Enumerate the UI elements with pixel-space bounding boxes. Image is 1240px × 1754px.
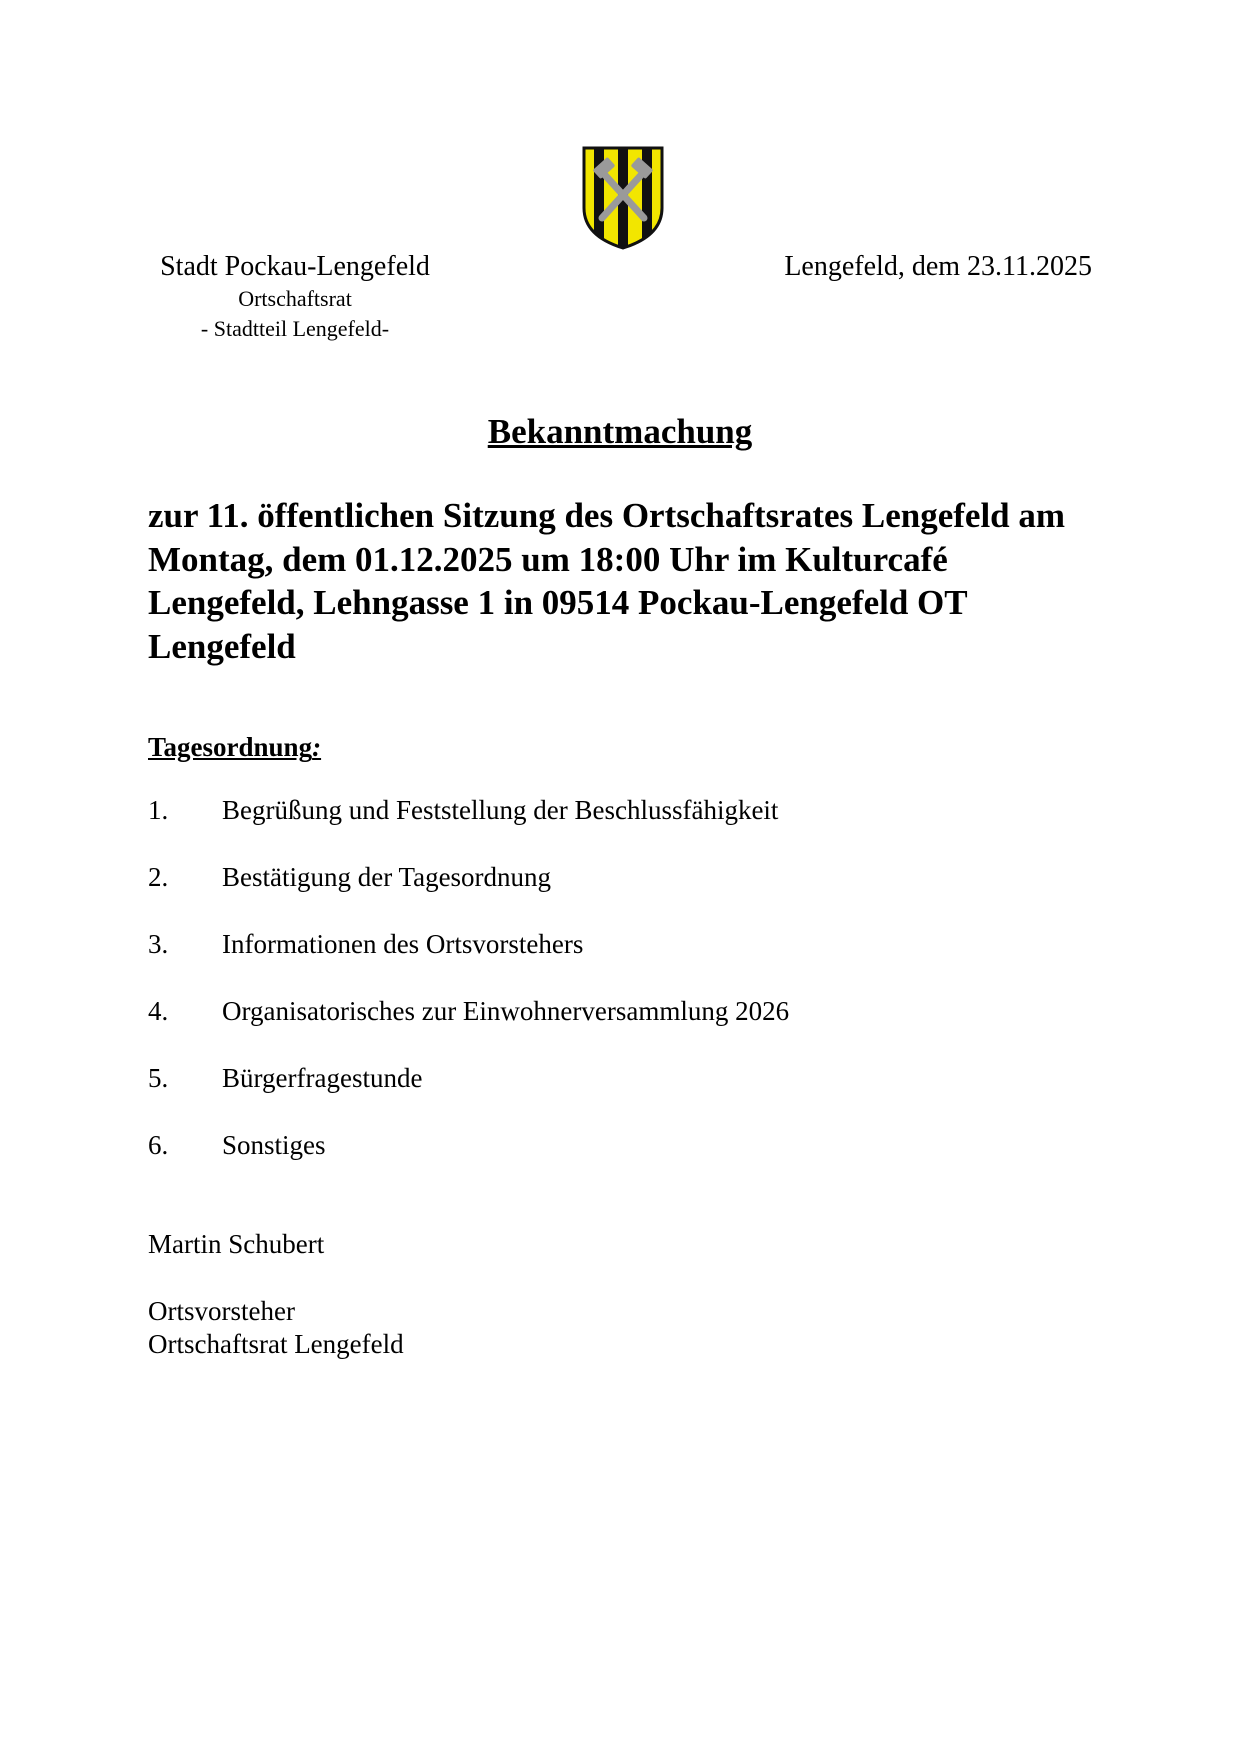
date-line: Lengefeld, dem 23.11.2025 — [784, 251, 1092, 282]
list-item-number: 1. — [148, 795, 169, 825]
org-district: - Stadtteil Lengefeld- — [200, 316, 390, 341]
list-item-text: Bürgerfragestunde — [222, 1063, 423, 1093]
list-item-text: Begrüßung und Feststellung der Beschlussfähigkeit — [222, 795, 779, 825]
page-title: Bekanntmachung — [487, 412, 753, 451]
list-item-number: 3. — [148, 929, 169, 959]
meeting-details: zur 11. öffentlichen Sitzung des Ortschaftsrates Lengefeld am Montag, dem 01.12.2025 um 18:00 Uhr im Kulturcafé Lengefeld, Lehngasse 1 in 09514 Pockau-Lengefeld OT Lengefeld — [148, 496, 1066, 666]
list-item — [148, 1061, 789, 1128]
list-item-number: 4. — [148, 996, 169, 1026]
agenda-heading-label: Tagesordnung — [148, 732, 313, 762]
list-item — [148, 793, 789, 860]
list-item-number: 2. — [148, 862, 169, 892]
list-item-text: Organisatorisches zur Einwohnerversammlung 2026 — [222, 996, 790, 1026]
signatory-name: Martin Schubert — [148, 1229, 325, 1259]
list-item — [148, 994, 789, 1061]
list-item — [148, 927, 789, 994]
list-item-text: Informationen des Ortsvorstehers — [222, 929, 584, 959]
signatory-role: Ortsvorsteher — [148, 1296, 295, 1326]
list-item-number: 5. — [148, 1063, 169, 1093]
list-item — [148, 860, 789, 927]
list-item-number: 6. — [148, 1130, 169, 1160]
agenda-list — [148, 793, 789, 1195]
list-item-text: Sonstiges — [222, 1130, 326, 1160]
signatory-body: Ortschaftsrat Lengefeld — [148, 1329, 404, 1359]
signature-block — [148, 1228, 404, 1361]
list-item-text: Bestätigung der Tagesordnung — [222, 862, 552, 892]
sender-block — [140, 250, 450, 344]
agenda-heading — [148, 730, 321, 764]
coat-of-arms-icon — [582, 146, 664, 250]
agenda-heading-suffix: : — [312, 732, 322, 762]
org-unit: Ortschaftsrat — [238, 286, 352, 311]
org-name: Stadt Pockau-Lengefeld — [160, 251, 430, 282]
list-item — [148, 1128, 789, 1195]
